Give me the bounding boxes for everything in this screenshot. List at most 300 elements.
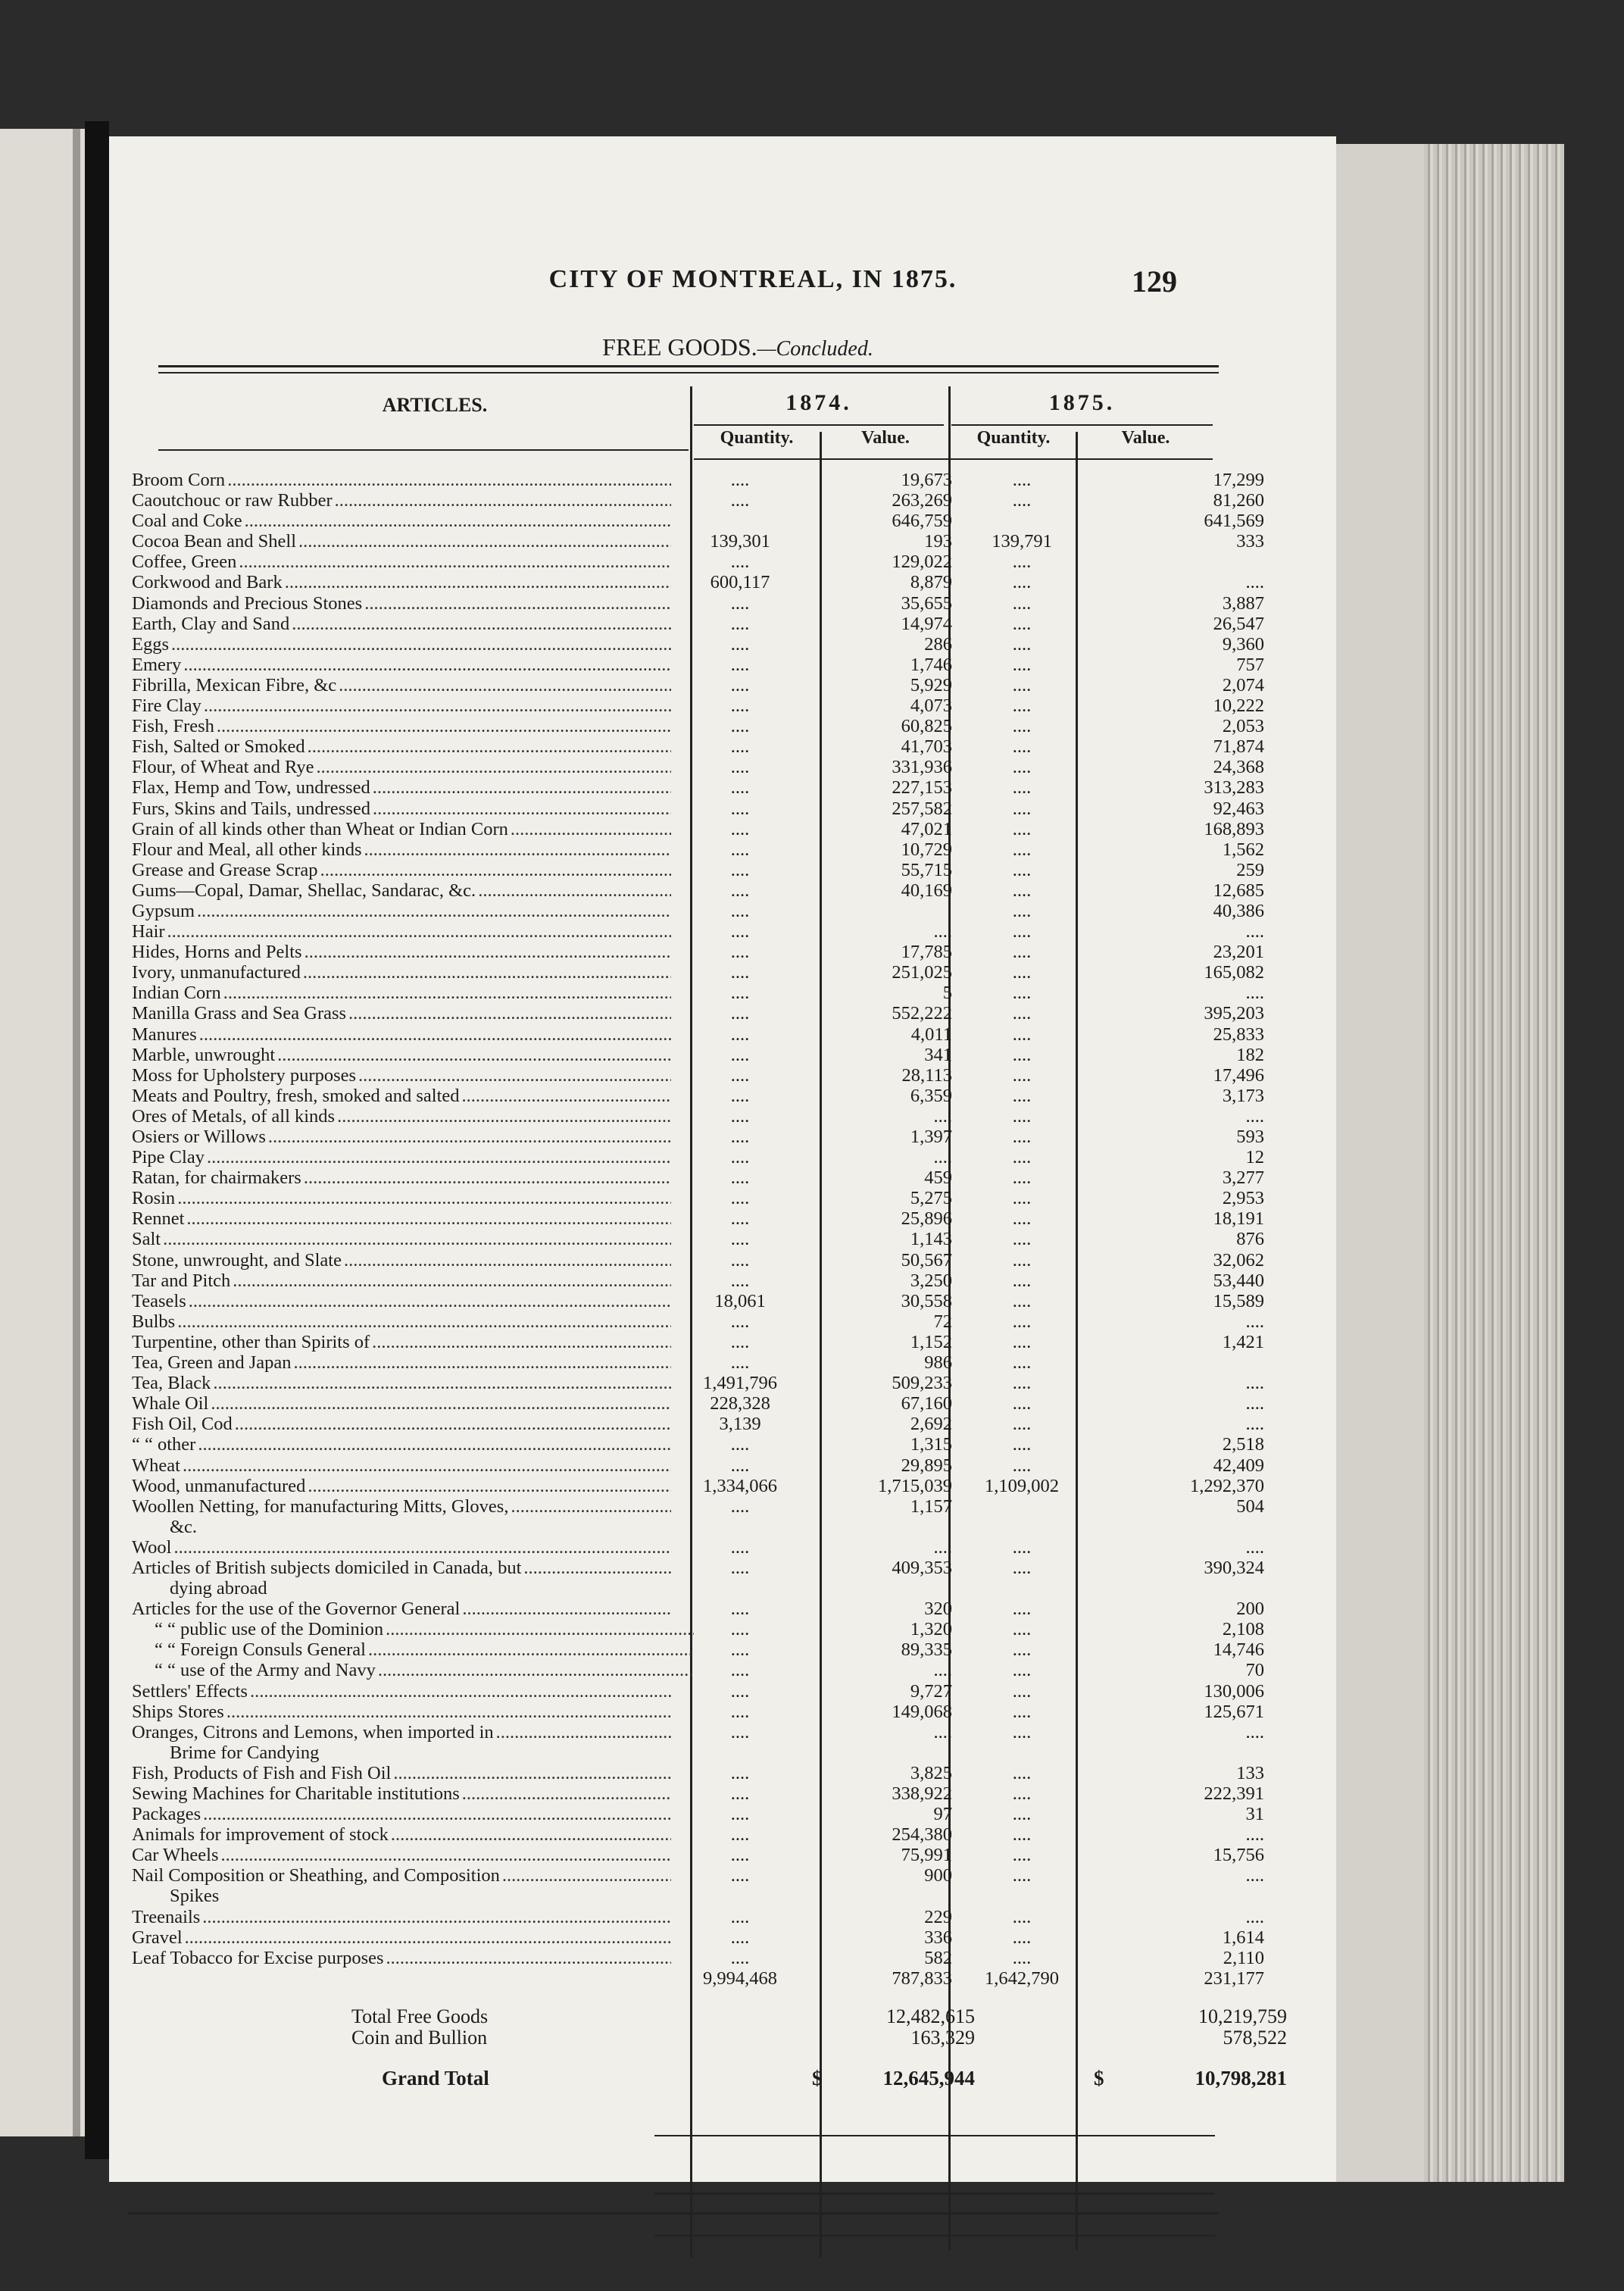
- grand-total-top-rule: [654, 2193, 1215, 2195]
- row-article-text: Earth, Clay and Sand: [132, 614, 292, 634]
- row-quantity-1874: ....: [730, 962, 750, 983]
- row-value-1875: 2,518: [1222, 1434, 1264, 1455]
- row-quantity-1874: ....: [730, 983, 750, 1004]
- row-quantity-1875: ....: [1012, 1393, 1032, 1414]
- row-value-1874: 320: [924, 1599, 952, 1620]
- row-quantity-1875: ....: [1012, 1311, 1032, 1332]
- row-quantity-1875: ....: [1012, 1455, 1032, 1476]
- row-quantity-1874: ....: [730, 695, 750, 717]
- row-quantity-1874: ....: [730, 613, 750, 634]
- row-value-1874: 1,143: [910, 1229, 952, 1250]
- left-page-edge: [0, 129, 85, 2136]
- row-quantity-1875: ....: [1012, 1003, 1032, 1024]
- row-quantity-1875: ....: [1012, 1167, 1032, 1189]
- bottom-rule-2: [654, 2235, 1215, 2236]
- row-quantity-1874: ....: [730, 1906, 750, 1927]
- row-value-1875: 2,053: [1222, 716, 1264, 737]
- row-quantity-1874: ....: [730, 1270, 750, 1291]
- row-article-text: Coffee, Green: [132, 552, 239, 572]
- row-quantity-1874: ....: [730, 1331, 750, 1352]
- row-value-1875: 1,614: [1222, 1927, 1264, 1948]
- row-value-1874: ....: [933, 1721, 952, 1742]
- row-value-1875: 1,562: [1222, 839, 1264, 860]
- row-article-text: Moss for Upholstery purposes: [132, 1065, 358, 1086]
- row-value-1874: 89,335: [901, 1639, 952, 1661]
- row-quantity-1875: ....: [1012, 674, 1032, 695]
- row-value-1875: 1,292,370: [1190, 1475, 1264, 1496]
- row-quantity-1874: ....: [730, 1783, 750, 1804]
- row-article-text: Wool: [132, 1537, 173, 1558]
- row-quantity-1875: ....: [1012, 1414, 1032, 1435]
- row-value-1875: 12: [1245, 1147, 1264, 1168]
- row-quantity-1874: ....: [730, 1044, 750, 1065]
- row-quantity-1875: ....: [1012, 1147, 1032, 1168]
- row-value-1875: 757: [1236, 654, 1264, 675]
- row-value-1874: 149,068: [892, 1701, 952, 1722]
- row-quantity-1874: ....: [730, 839, 750, 860]
- row-value-1875: ....: [1245, 1536, 1264, 1558]
- row-value-1875: 2,110: [1223, 1947, 1264, 1968]
- row-quantity-1875: ....: [1012, 695, 1032, 717]
- row-value-1874: ....: [933, 1536, 952, 1558]
- row-quantity-1875: ....: [1012, 1927, 1032, 1948]
- row-quantity-1874: ....: [730, 859, 750, 880]
- row-quantity-1875: ....: [1012, 942, 1032, 963]
- row-value-1874: 409,353: [892, 1557, 952, 1578]
- row-value-1874: 1,397: [910, 1127, 952, 1147]
- row-quantity-1874: ....: [730, 552, 750, 573]
- articles-header: ARTICLES.: [382, 394, 488, 416]
- row-value-1875: ....: [1245, 1414, 1264, 1435]
- row-article-text: Fish Oil, Cod: [132, 1414, 235, 1434]
- row-value-1875: 593: [1236, 1127, 1264, 1147]
- row-value-1874: 2,692: [910, 1414, 952, 1435]
- row-value-1875: 876: [1236, 1229, 1264, 1250]
- row-quantity-1875: ....: [1012, 1947, 1032, 1968]
- row-value-1874: 254,380: [892, 1824, 952, 1846]
- row-quantity-1874: ....: [730, 1024, 750, 1045]
- row-value-1874: 5,275: [910, 1188, 952, 1209]
- row-article-text: Teasels: [132, 1291, 189, 1311]
- grand-total-1875: 10,798,281: [1195, 2067, 1287, 2089]
- total-free-goods-1874: 12,482,615: [886, 2005, 975, 2027]
- row-value-1875: ....: [1245, 983, 1264, 1004]
- row-article-text: Flour, of Wheat and Rye: [132, 757, 317, 777]
- row-value-1875: 15,589: [1213, 1290, 1264, 1311]
- row-quantity-1874: ....: [730, 1064, 750, 1086]
- row-article-text: Hair: [132, 921, 167, 942]
- row-quantity-1875: ....: [1012, 1105, 1032, 1127]
- row-quantity-1874: ....: [730, 1762, 750, 1783]
- row-value-1874: 331,936: [892, 757, 952, 778]
- row-value-1874: 5: [942, 983, 952, 1004]
- row-article-text: Cocoa Bean and Shell: [132, 531, 298, 552]
- row-value-1875: 182: [1236, 1044, 1264, 1065]
- row-quantity-1875: ....: [1012, 1639, 1032, 1661]
- row-quantity-1874: ....: [730, 1352, 750, 1374]
- row-value-1875: 165,082: [1204, 962, 1264, 983]
- value-1875-header: Value.: [1121, 428, 1170, 448]
- row-article-text: Oranges, Citrons and Lemons, when imported in: [132, 1722, 496, 1742]
- row-quantity-1874: ....: [730, 880, 750, 901]
- total-free-goods-1875: 10,219,759: [1198, 2005, 1287, 2027]
- row-article-text: Animals for improvement of stock: [132, 1824, 391, 1845]
- row-article-text: Bulbs: [132, 1311, 177, 1332]
- row-value-1874: 17,785: [901, 942, 952, 963]
- row-quantity-1875: ....: [1012, 1680, 1032, 1702]
- row-value-1875: 333: [1236, 531, 1264, 552]
- row-quantity-1875: ....: [1012, 1127, 1032, 1147]
- row-quantity-1874: ....: [730, 674, 750, 695]
- row-value-1875: 42,409: [1213, 1455, 1264, 1476]
- row-article-text: Manilla Grass and Sea Grass: [132, 1003, 348, 1024]
- year-1875-header: 1875.: [1048, 390, 1116, 415]
- row-quantity-1874: ....: [730, 1003, 750, 1024]
- book-gutter: [85, 121, 109, 2159]
- row-article-text: Settlers' Effects: [132, 1681, 250, 1702]
- row-value-1875: 70: [1245, 1660, 1264, 1681]
- row-value-1874: 1,157: [910, 1496, 952, 1517]
- row-value-1875: 3,887: [1222, 592, 1264, 614]
- row-quantity-1875: ....: [1012, 1229, 1032, 1250]
- row-value-1875: ....: [1245, 1721, 1264, 1742]
- row-quantity-1874: 139,301: [710, 531, 770, 552]
- row-value-1874: 286: [924, 633, 952, 655]
- grand-total-label: Grand Total: [382, 2067, 489, 2089]
- row-article-text: Treenails: [132, 1907, 202, 1927]
- row-quantity-1875: ....: [1012, 1804, 1032, 1825]
- row-value-1874: 459: [924, 1167, 952, 1189]
- row-quantity-1874: ....: [730, 1947, 750, 1968]
- row-value-1875: 81,260: [1213, 490, 1264, 511]
- row-value-1875: ....: [1245, 1865, 1264, 1886]
- value-1874-header: Value.: [861, 428, 910, 448]
- row-quantity-1874: 1,491,796: [703, 1373, 777, 1394]
- row-article-text: Brime for Candying: [170, 1742, 321, 1763]
- row-value-1874: 25,896: [901, 1208, 952, 1230]
- row-value-1874: ....: [933, 1660, 952, 1681]
- row-quantity-1875: ....: [1012, 900, 1032, 921]
- row-article-text: Gums—Copal, Damar, Shellac, Sandarac, &c.: [132, 880, 478, 901]
- row-quantity-1874: ....: [730, 1599, 750, 1620]
- row-quantity-1874: 3,139: [719, 1414, 761, 1435]
- row-value-1874: 67,160: [901, 1393, 952, 1414]
- row-value-1874: 229: [924, 1906, 952, 1927]
- row-quantity-1874: ....: [730, 777, 750, 799]
- row-value-1874: 341: [924, 1044, 952, 1065]
- row-value-1875: ....: [1245, 1105, 1264, 1127]
- grand-total-1874: 12,645,944: [882, 2067, 975, 2089]
- row-quantity-1875: ....: [1012, 490, 1032, 511]
- row-article-text: Leaf Tobacco for Excise purposes: [132, 1948, 386, 1968]
- row-quantity-1874: ....: [730, 654, 750, 675]
- row-article-text: Diamonds and Precious Stones: [132, 593, 364, 614]
- row-value-1874: 6,359: [910, 1085, 952, 1106]
- row-quantity-1874: ....: [730, 1619, 750, 1640]
- row-value-1875: 200: [1236, 1599, 1264, 1620]
- row-quantity-1875: ....: [1012, 1619, 1032, 1640]
- row-article-text: Car Wheels: [132, 1845, 221, 1865]
- row-quantity-1874: ....: [730, 736, 750, 758]
- row-value-1875: 231,177: [1204, 1968, 1264, 1989]
- row-value-1874: 4,011: [910, 1024, 952, 1045]
- row-article-text: Flour and Meal, all other kinds: [132, 839, 364, 860]
- quantity-1874-header: Quantity.: [720, 428, 794, 448]
- row-article-text: Furs, Skins and Tails, undressed: [132, 799, 373, 819]
- row-article-text: Fire Clay: [132, 695, 204, 716]
- row-quantity-1874: ....: [730, 1147, 750, 1168]
- row-value-1875: 12,685: [1213, 880, 1264, 901]
- row-article-text: Ivory, unmanufactured: [132, 962, 303, 983]
- row-quantity-1875: ....: [1012, 962, 1032, 983]
- row-article-text: Flax, Hemp and Tow, undressed: [132, 777, 373, 798]
- row-value-1874: 336: [924, 1927, 952, 1948]
- row-value-1875: 92,463: [1213, 798, 1264, 819]
- row-quantity-1874: ....: [730, 1927, 750, 1948]
- row-value-1875: 390,324: [1204, 1557, 1264, 1578]
- row-quantity-1875: ....: [1012, 1845, 1032, 1866]
- row-article-text: Hides, Horns and Pelts: [132, 942, 304, 962]
- row-value-1874: 40,169: [901, 880, 952, 901]
- row-quantity-1874: ....: [730, 818, 750, 839]
- row-quantity-1875: ....: [1012, 1865, 1032, 1886]
- row-article-text: Grease and Grease Scrap: [132, 860, 320, 880]
- row-value-1875: 3,173: [1222, 1085, 1264, 1106]
- row-article-text: Manures: [132, 1024, 199, 1045]
- row-value-1874: 509,233: [892, 1373, 952, 1394]
- row-value-1875: ....: [1245, 572, 1264, 593]
- row-article-text: Emery: [132, 655, 183, 675]
- row-quantity-1875: ....: [1012, 818, 1032, 839]
- row-value-1875: 504: [1236, 1496, 1264, 1517]
- row-article-text: Fish, Products of Fish and Fish Oil: [132, 1763, 393, 1783]
- row-value-1875: 40,386: [1213, 900, 1264, 921]
- row-quantity-1875: ....: [1012, 1721, 1032, 1742]
- row-quantity-1875: ....: [1012, 1024, 1032, 1045]
- row-article-text: Broom Corn: [132, 470, 227, 490]
- row-quantity-1874: ....: [730, 1105, 750, 1127]
- row-value-1875: 133: [1236, 1762, 1264, 1783]
- running-head: CITY OF MONTREAL, IN 1875.: [548, 265, 957, 293]
- row-quantity-1875: ....: [1012, 1352, 1032, 1374]
- row-value-1875: ....: [1245, 1393, 1264, 1414]
- row-value-1875: 53,440: [1213, 1270, 1264, 1291]
- row-article-text: Tea, Black: [132, 1373, 213, 1393]
- row-quantity-1874: ....: [730, 1496, 750, 1517]
- row-quantity-1875: ....: [1012, 880, 1032, 901]
- row-value-1875: 641,569: [1204, 511, 1264, 532]
- row-value-1874: 986: [924, 1352, 952, 1374]
- row-value-1875: ....: [1245, 1311, 1264, 1332]
- row-value-1875: 26,547: [1213, 613, 1264, 634]
- row-quantity-1874: ....: [730, 1701, 750, 1722]
- row-article-text: Wood, unmanufactured: [132, 1476, 308, 1496]
- row-quantity-1874: ....: [730, 900, 750, 921]
- row-quantity-1874: ....: [730, 1824, 750, 1846]
- row-quantity-1874: ....: [730, 942, 750, 963]
- row-quantity-1875: ....: [1012, 470, 1032, 490]
- row-quantity-1875: ....: [1012, 983, 1032, 1004]
- row-quantity-1875: ....: [1012, 1660, 1032, 1681]
- row-quantity-1875: ....: [1012, 1373, 1032, 1394]
- row-value-1875: 10,222: [1213, 695, 1264, 717]
- row-quantity-1874: ....: [730, 1085, 750, 1106]
- row-value-1875: ....: [1245, 921, 1264, 942]
- row-value-1874: 19,673: [901, 470, 952, 490]
- row-article-text: Rennet: [132, 1208, 186, 1229]
- row-quantity-1875: ....: [1012, 1434, 1032, 1455]
- row-article-text: “ “ Foreign Consuls General: [155, 1639, 368, 1660]
- row-quantity-1874: ....: [730, 757, 750, 778]
- row-value-1875: 15,756: [1213, 1845, 1264, 1866]
- row-article-text: [132, 1968, 134, 1989]
- row-article-text: “ “ use of the Army and Navy: [155, 1660, 378, 1680]
- row-value-1874: 3,250: [910, 1270, 952, 1291]
- row-quantity-1875: ....: [1012, 1249, 1032, 1271]
- row-article-text: Ratan, for chairmakers: [132, 1167, 304, 1188]
- row-value-1875: 9,360: [1222, 633, 1264, 655]
- row-quantity-1875: ....: [1012, 1701, 1032, 1722]
- row-value-1874: 5,929: [910, 674, 952, 695]
- row-value-1874: 646,759: [892, 511, 952, 532]
- row-quantity-1875: ....: [1012, 1762, 1032, 1783]
- row-value-1874: 55,715: [901, 859, 952, 880]
- row-quantity-1875: ....: [1012, 1536, 1032, 1558]
- row-quantity-1874: 18,061: [714, 1290, 766, 1311]
- row-quantity-1874: ....: [730, 1865, 750, 1886]
- row-value-1875: 125,671: [1204, 1701, 1264, 1722]
- row-value-1874: 263,269: [892, 490, 952, 511]
- row-value-1874: 582: [924, 1947, 952, 1968]
- row-article-text: Nail Composition or Sheathing, and Composition: [132, 1865, 502, 1886]
- row-article-text: Sewing Machines for Charitable institutions: [132, 1783, 462, 1804]
- row-article-text: Wheat: [132, 1455, 183, 1476]
- row-value-1875: 395,203: [1204, 1003, 1264, 1024]
- row-article-text: Fish, Fresh: [132, 716, 217, 736]
- totals-block: [155, 2006, 1306, 2049]
- row-value-1874: ....: [933, 1147, 952, 1168]
- row-article-text: Pipe Clay: [132, 1147, 207, 1167]
- row-value-1874: 1,746: [910, 654, 952, 675]
- row-quantity-1875: ....: [1012, 592, 1032, 614]
- row-quantity-1875: ....: [1012, 921, 1032, 942]
- row-quantity-1874: ....: [730, 1311, 750, 1332]
- bottom-rule-1: [128, 2212, 1219, 2214]
- row-value-1874: 251,025: [892, 962, 952, 983]
- row-article-text: “ “ public use of the Dominion: [155, 1619, 386, 1639]
- row-quantity-1875: ....: [1012, 757, 1032, 778]
- row-value-1875: 313,283: [1204, 777, 1264, 799]
- row-value-1874: 75,991: [901, 1845, 952, 1866]
- row-quantity-1875: ....: [1012, 572, 1032, 593]
- row-value-1875: 17,299: [1213, 470, 1264, 490]
- row-quantity-1875: ....: [1012, 1064, 1032, 1086]
- row-quantity-1875: ....: [1012, 1188, 1032, 1209]
- row-quantity-1874: ....: [730, 633, 750, 655]
- row-article-text: Gravel: [132, 1927, 185, 1948]
- total-free-goods-label: Total Free Goods: [351, 2005, 489, 2027]
- row-quantity-1874: ....: [730, 716, 750, 737]
- row-value-1874: 4,073: [910, 695, 952, 717]
- row-quantity-1875: ....: [1012, 654, 1032, 675]
- row-quantity-1874: ....: [730, 1639, 750, 1661]
- coin-bullion-label: Coin and Bullion: [351, 2027, 488, 2049]
- row-value-1875: 1,421: [1222, 1331, 1264, 1352]
- row-quantity-1874: ....: [730, 470, 750, 490]
- row-quantity-1874: ....: [730, 1249, 750, 1271]
- row-value-1874: 60,825: [901, 716, 952, 737]
- row-quantity-1875: ....: [1012, 1331, 1032, 1352]
- row-value-1875: 168,893: [1204, 818, 1264, 839]
- row-article-text: Tar and Pitch: [132, 1271, 233, 1291]
- currency-1875: $: [1094, 2067, 1104, 2089]
- row-quantity-1874: ....: [730, 1845, 750, 1866]
- row-value-1875: 31: [1245, 1804, 1264, 1825]
- quantity-1875-header: Quantity.: [976, 428, 1051, 448]
- row-quantity-1874: ....: [730, 1188, 750, 1209]
- total-free-goods-row: [155, 2006, 1306, 2027]
- row-article-text: Tea, Green and Japan: [132, 1352, 294, 1373]
- row-article-text: Woollen Netting, for manufacturing Mitts, Gloves,: [132, 1496, 511, 1517]
- row-value-1875: 14,746: [1213, 1639, 1264, 1661]
- row-article-text: Eggs: [132, 634, 171, 655]
- row-article-text: “ “ other: [132, 1434, 198, 1455]
- row-value-1874: 29,895: [901, 1455, 952, 1476]
- row-quantity-1875: ....: [1012, 1270, 1032, 1291]
- row-value-1874: 1,715,039: [878, 1475, 952, 1496]
- coin-bullion-1875: 578,522: [1223, 2027, 1287, 2049]
- row-article-text: Coal and Coke: [132, 511, 245, 531]
- row-value-1874: 3,825: [910, 1762, 952, 1783]
- row-article-text: Fibrilla, Mexican Fibre, &c: [132, 675, 339, 695]
- row-quantity-1874: 600,117: [710, 572, 770, 593]
- row-value-1875: 130,006: [1204, 1680, 1264, 1702]
- row-value-1874: 14,974: [901, 613, 952, 634]
- row-quantity-1875: ....: [1012, 633, 1032, 655]
- row-article-text: Articles for the use of the Governor General: [132, 1599, 462, 1619]
- row-quantity-1875: ....: [1012, 1599, 1032, 1620]
- row-article-text: Whale Oil: [132, 1393, 211, 1414]
- row-value-1875: 25,833: [1213, 1024, 1264, 1045]
- grand-total-row: [155, 2067, 1306, 2093]
- row-quantity-1875: ....: [1012, 1290, 1032, 1311]
- row-value-1875: 32,062: [1213, 1249, 1264, 1271]
- row-quantity-1875: ....: [1012, 1824, 1032, 1846]
- row-article-text: Rosin: [132, 1188, 177, 1208]
- row-quantity-1874: ....: [730, 1434, 750, 1455]
- row-quantity-1874: ....: [730, 1167, 750, 1189]
- row-value-1874: 552,222: [892, 1003, 952, 1024]
- row-quantity-1874: ....: [730, 1208, 750, 1230]
- row-value-1875: 18,191: [1213, 1208, 1264, 1230]
- row-quantity-1874: ....: [730, 1229, 750, 1250]
- row-article-text: &c.: [170, 1517, 199, 1537]
- row-quantity-1874: ....: [730, 1455, 750, 1476]
- row-quantity-1875: ....: [1012, 1783, 1032, 1804]
- row-value-1874: ....: [933, 1105, 952, 1127]
- row-value-1874: 30,558: [901, 1290, 952, 1311]
- row-quantity-1874: ....: [730, 1680, 750, 1702]
- row-value-1874: 72: [933, 1311, 952, 1332]
- row-quantity-1874: 9,994,468: [703, 1968, 777, 1989]
- row-value-1874: 8,879: [910, 572, 952, 593]
- row-value-1874: 257,582: [892, 798, 952, 819]
- row-quantity-1875: ....: [1012, 1208, 1032, 1230]
- row-quantity-1875: ....: [1012, 859, 1032, 880]
- row-value-1874: 1,152: [910, 1331, 952, 1352]
- row-quantity-1874: ....: [730, 1536, 750, 1558]
- row-value-1875: 2,108: [1222, 1619, 1264, 1640]
